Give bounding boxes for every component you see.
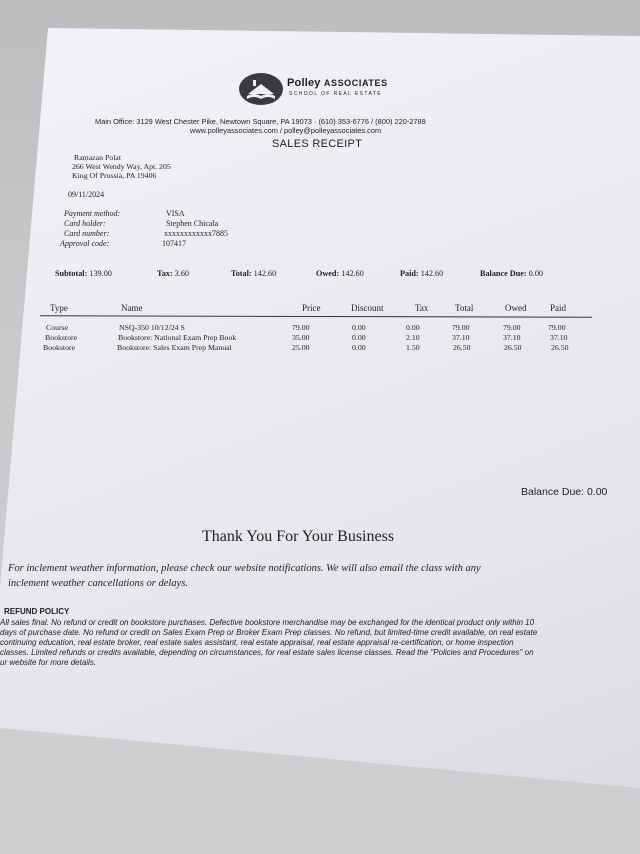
table-cell: 26.50 [453, 343, 471, 352]
thank-you-message: Thank You For Your Business [202, 528, 395, 545]
customer-name: Ramazan Polat [74, 153, 121, 162]
table-cell: Bookstore [45, 333, 78, 342]
table-cell: 26.50 [504, 343, 522, 352]
col-header-tax: Tax [415, 303, 429, 313]
company-tagline: SCHOOL OF REAL ESTATE [289, 91, 383, 97]
subtotal-label: Subtotal: [55, 269, 88, 278]
table-cell: NSQ-350 10/12/24 S [119, 323, 185, 332]
balance-value: 0.00 [528, 269, 543, 278]
table-cell: 37.10 [550, 333, 568, 342]
table-cell: 0.00 [352, 343, 366, 352]
refund-policy-line: continuing education, real estate broker, real estate sales assistant, real estate appraisal, real estate appraisal re-certification, or home inspection [0, 638, 514, 647]
table-cell: 79.00 [452, 323, 470, 332]
table-cell: 0.00 [352, 333, 366, 342]
total-label: Total: [231, 269, 252, 278]
table-cell: 79.00 [292, 323, 310, 332]
subtotal-value: 139.00 [89, 269, 112, 278]
balance-label: Balance Due: [480, 269, 527, 278]
receipt-date: 09/11/2024 [68, 190, 105, 199]
website-email: www.polleyassociates.com / polley@polleyassociates.com [190, 126, 382, 135]
customer-address-line2: King Of Prussia, PA 19406 [72, 171, 157, 180]
table-cell: 37.10 [503, 333, 521, 342]
table-cell: 25.00 [292, 343, 310, 352]
table-cell: 0.00 [406, 323, 420, 332]
approval-code-value: 107417 [162, 239, 186, 248]
payment-method-value: VISA [166, 209, 185, 218]
company-name-suffix: ASSOCIATES [323, 78, 388, 88]
refund-policy-line: days of purchase date. No refund or credit on Sales Exam Prep or Broker Exam Prep classes. No refund, but limited-time credit available, on real estate [0, 628, 538, 637]
card-holder-label: Card holder: [64, 219, 106, 228]
col-header-price: Price [302, 303, 321, 313]
balance-due-bottom: Balance Due: 0.00 [521, 486, 608, 498]
customer-address-line1: 266 West Wendy Way, Apt. 205 [72, 162, 171, 171]
table-cell: Course [46, 323, 69, 332]
refund-policy-line: ur website for more details. [0, 658, 97, 667]
page-title: SALES RECEIPT [272, 138, 363, 150]
col-header-discount: Discount [351, 303, 384, 313]
tax-total [157, 269, 189, 278]
col-header-owed: Owed [505, 303, 527, 313]
tax-value: 3.60 [174, 269, 189, 278]
owed-label: Owed: [316, 269, 340, 278]
table-cell: Bookstore: National Exam Prep Book [118, 333, 237, 342]
col-header-name: Name [121, 303, 143, 313]
owed-value: 142.60 [341, 269, 364, 278]
grand-total [231, 269, 276, 278]
office-address: Main Office: 3129 West Chester Pike, Newtown Square, PA 19073 · (610) 353-6776 / (800) 220-2789 [95, 117, 426, 126]
table-cell: 35.00 [292, 333, 310, 342]
table-cell: 26.50 [551, 343, 569, 352]
company-name-main: Polley [287, 77, 321, 89]
tax-label: Tax: [157, 269, 173, 278]
table-cell: Bookstore [43, 343, 76, 352]
weather-notice-line1: For inclement weather information, please check our website notifications. We will also email the class with any [8, 563, 481, 574]
total-value: 142.60 [253, 269, 277, 278]
paid-label: Paid: [400, 269, 419, 278]
table-cell: 2.10 [406, 333, 420, 342]
table-cell: 0.00 [352, 323, 366, 332]
table-cell: Bookstore: Sales Exam Prep Manual [117, 343, 232, 352]
col-header-paid: Paid [550, 303, 567, 313]
card-holder-value: Stephen Chicala [166, 219, 219, 228]
approval-code-label: Approval code: [60, 239, 110, 248]
owed-total [316, 269, 364, 278]
payment-method-label: Payment method: [64, 209, 121, 218]
card-number-value: xxxxxxxxxxxx7885 [164, 229, 228, 238]
balance-due-top [480, 269, 543, 278]
col-header-total: Total [455, 303, 474, 313]
paid-value: 142.60 [420, 269, 444, 278]
card-number-label: Card number: [64, 229, 110, 238]
table-cell: 1.50 [406, 343, 420, 352]
house-book-logo-icon [238, 72, 284, 106]
table-cell: 79.00 [548, 323, 566, 332]
paid-total [400, 269, 443, 278]
company-name [287, 77, 388, 89]
refund-policy-heading: REFUND POLICY [4, 607, 70, 616]
subtotal [55, 269, 112, 278]
refund-policy-line: All sales final. No refund or credit on bookstore purchases. Defective bookstore merchandise may be exchanged for the identical product only within 10 [0, 618, 535, 627]
weather-notice-line2: inclement weather cancellations or delays. [8, 578, 188, 589]
col-header-type: Type [50, 303, 68, 313]
table-cell: 79.00 [503, 323, 521, 332]
table-cell: 37.10 [452, 333, 470, 342]
refund-policy-line: classes. Limited refunds or credits available, depending on circumstances, for real estate sales license classes. Read the "Policies and Procedures" on [0, 648, 534, 657]
